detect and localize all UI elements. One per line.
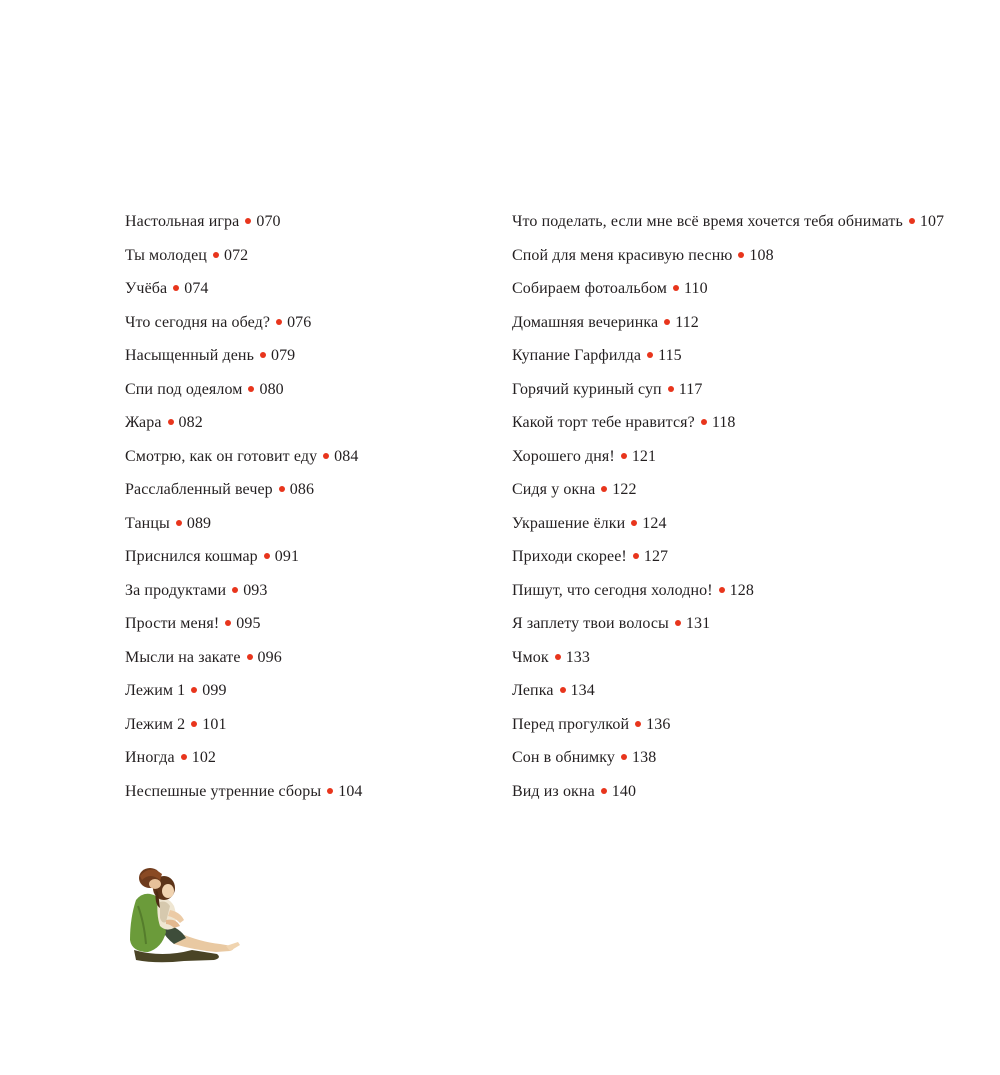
toc-entry-title: Приходи скорее! — [512, 548, 627, 565]
toc-entry-title: Что поделать, если мне всё время хочется тебя обнимать — [512, 213, 903, 230]
bullet-icon — [181, 754, 187, 760]
bullet-icon — [621, 453, 627, 459]
toc-entry — [125, 473, 495, 507]
toc-entry-page: 122 — [612, 481, 637, 498]
toc-entry-title: Хорошего дня! — [512, 447, 615, 465]
toc-entry-title: Прости меня! — [125, 615, 220, 632]
toc-entry-title: Смотрю, как он готовит еду — [125, 447, 318, 465]
toc-entry-page: 134 — [570, 682, 595, 699]
toc-entry-page: 115 — [658, 347, 682, 364]
bullet-icon — [245, 218, 251, 224]
toc-entry-page: 080 — [259, 380, 284, 398]
toc-entry-page: 076 — [287, 313, 312, 331]
bullet-icon — [191, 687, 197, 693]
toc-entry-title: Чмок — [512, 648, 549, 666]
toc-entry — [512, 775, 952, 809]
bullet-icon — [909, 218, 915, 224]
toc-entry-page: 140 — [611, 782, 637, 800]
bullet-icon — [601, 788, 607, 794]
bullet-icon — [675, 620, 681, 626]
toc-entry — [512, 574, 952, 608]
toc-entry-title: Украшение ёлки — [512, 514, 626, 532]
toc-entry-title: За продуктами — [125, 581, 227, 599]
toc-entry-title: Вид из окна — [512, 782, 595, 800]
toc-left-column — [125, 205, 495, 808]
toc-entry — [512, 440, 952, 474]
toc-entry-page: 082 — [178, 414, 203, 431]
toc-entry-title: Спи под одеялом — [125, 380, 243, 398]
bullet-icon — [664, 319, 670, 325]
bullet-icon — [213, 252, 219, 258]
toc-entry-title: Насыщенный день — [125, 347, 254, 364]
toc-entry-title: Танцы — [125, 514, 170, 532]
toc-entry — [125, 574, 495, 608]
toc-entry-page: 095 — [236, 615, 261, 632]
toc-entry-page: 138 — [632, 749, 657, 766]
toc-entry-title: Приснился кошмар — [125, 548, 258, 565]
bullet-icon — [260, 352, 266, 358]
toc-entry-title: Я заплету твои волосы — [512, 615, 669, 632]
toc-entry-title: Жара — [125, 414, 162, 431]
bullet-icon — [635, 721, 641, 727]
toc-entry — [125, 708, 495, 742]
toc-entry — [125, 641, 495, 675]
toc-entry-page: 074 — [184, 280, 209, 297]
bullet-icon — [232, 587, 238, 593]
bullet-icon — [555, 654, 561, 660]
toc-entry-title: Лепка — [512, 682, 554, 699]
toc-entry-title: Мысли на закате — [125, 648, 241, 666]
bullet-icon — [701, 419, 707, 425]
toc-entry-page: 084 — [334, 447, 359, 465]
toc-entry-page: 118 — [711, 414, 736, 431]
toc-entry-page: 121 — [631, 447, 657, 465]
toc-entry-page: 096 — [257, 648, 282, 666]
toc-entry — [512, 507, 952, 541]
bullet-icon — [327, 788, 333, 794]
toc-entry-page: 091 — [274, 548, 300, 565]
toc-entry — [125, 775, 495, 809]
bullet-icon — [247, 654, 253, 660]
toc-entry — [512, 339, 952, 373]
toc-entry — [125, 507, 495, 541]
toc-entry-title: Сон в обнимку — [512, 749, 616, 766]
toc-entry — [125, 272, 495, 306]
toc-entry-page: 112 — [675, 313, 699, 331]
toc-entry — [512, 272, 952, 306]
bullet-icon — [248, 386, 254, 392]
bullet-icon — [173, 285, 179, 291]
toc-entry — [125, 373, 495, 407]
toc-entry-title: Пишут, что сегодня холодно! — [512, 581, 713, 599]
toc-entry-page: 127 — [643, 548, 669, 565]
toc-entry-page: 133 — [565, 648, 591, 666]
bullet-icon — [668, 386, 674, 392]
toc-entry-page: 117 — [678, 380, 703, 398]
toc-entry — [125, 339, 495, 373]
toc-entry-page: 108 — [749, 246, 774, 264]
toc-entry — [512, 641, 952, 675]
toc-entry-page: 128 — [729, 581, 754, 599]
toc-entry-title: Иногда — [125, 749, 175, 766]
couple-sitting-illustration — [122, 862, 242, 967]
toc-entry-title: Учёба — [125, 280, 168, 297]
bullet-icon — [279, 486, 285, 492]
toc-entry — [512, 205, 952, 239]
toc-entry-title: Расслабленный вечер — [125, 481, 273, 498]
toc-entry-page: 070 — [256, 213, 281, 230]
bullet-icon — [323, 453, 329, 459]
toc-entry-title: Неспешные утренние сборы — [125, 782, 322, 800]
bullet-icon — [191, 721, 197, 727]
toc-entry-page: 086 — [289, 481, 315, 498]
toc-entry-page: 089 — [186, 514, 212, 532]
toc-entry — [125, 607, 495, 641]
bullet-icon — [633, 553, 639, 559]
toc-entry — [512, 540, 952, 574]
toc-entry-page: 136 — [646, 715, 671, 733]
bullet-icon — [647, 352, 653, 358]
toc-entry — [125, 440, 495, 474]
toc-entry — [512, 473, 952, 507]
toc-entry-page: 124 — [642, 514, 667, 532]
bullet-icon — [176, 520, 182, 526]
toc-entry-title: Спой для меня красивую песню — [512, 246, 733, 264]
toc-entry-title: Сидя у окна — [512, 481, 596, 498]
toc-entry-title: Лежим 2 — [125, 715, 186, 733]
toc-entry-page: 102 — [191, 749, 217, 766]
bullet-icon — [719, 587, 725, 593]
toc-entry — [125, 674, 495, 708]
toc-entry-title: Лежим 1 — [125, 682, 186, 699]
toc-entry-page: 107 — [919, 213, 945, 230]
toc-entry — [512, 607, 952, 641]
toc-entry-page: 093 — [243, 581, 268, 599]
bullet-icon — [601, 486, 607, 492]
toc-entry-title: Купание Гарфилда — [512, 347, 642, 364]
bullet-icon — [264, 553, 270, 559]
toc-entry-page: 110 — [684, 280, 708, 297]
toc-entry — [125, 741, 495, 775]
bullet-icon — [225, 620, 231, 626]
toc-entry — [125, 406, 495, 440]
bullet-icon — [560, 687, 566, 693]
toc-entry-title: Горячий куриный суп — [512, 380, 662, 398]
toc-entry-title: Что сегодня на обед? — [125, 313, 271, 331]
toc-entry — [125, 540, 495, 574]
toc-entry — [512, 674, 952, 708]
toc-entry-title: Какой торт тебе нравится? — [512, 414, 695, 431]
toc-entry-page: 104 — [338, 782, 363, 800]
toc-entry-title: Домашняя вечеринка — [512, 313, 659, 331]
toc-entry — [512, 239, 952, 273]
toc-entry — [512, 373, 952, 407]
toc-entry-title: Перед прогулкой — [512, 715, 630, 733]
toc-entry-page: 101 — [202, 715, 227, 733]
bullet-icon — [276, 319, 282, 325]
toc-entry — [512, 306, 952, 340]
toc-entry — [512, 741, 952, 775]
toc-entry-title: Собираем фотоальбом — [512, 280, 668, 297]
toc-right-column — [512, 205, 952, 808]
toc-entry — [512, 708, 952, 742]
toc-entry — [125, 239, 495, 273]
bullet-icon — [631, 520, 637, 526]
bullet-icon — [621, 754, 627, 760]
toc-entry-title: Настольная игра — [125, 213, 240, 230]
bullet-icon — [673, 285, 679, 291]
toc-entry-page: 131 — [685, 615, 711, 632]
bullet-icon — [168, 419, 174, 425]
toc-entry — [125, 306, 495, 340]
toc-entry-page: 072 — [223, 246, 249, 264]
toc-entry — [512, 406, 952, 440]
toc-entry-page: 099 — [202, 682, 227, 699]
toc-entry — [125, 205, 495, 239]
toc-entry-page: 079 — [270, 347, 296, 364]
toc-entry-title: Ты молодец — [125, 246, 207, 264]
bullet-icon — [738, 252, 744, 258]
